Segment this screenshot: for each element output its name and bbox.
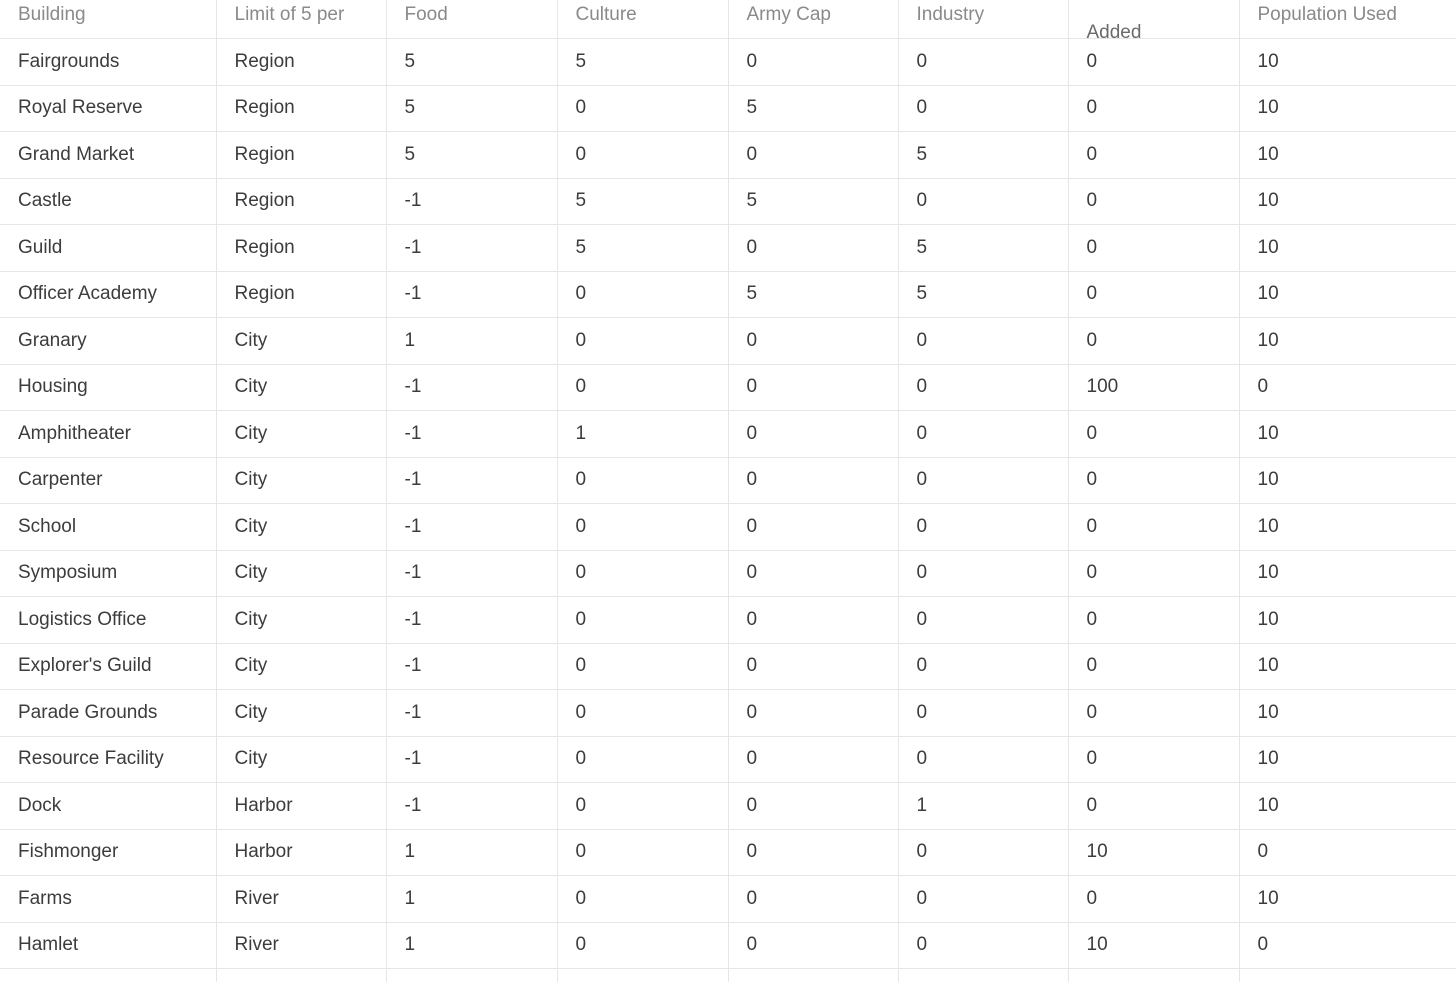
header-limit xyxy=(216,0,386,39)
cell-population-used: 10 xyxy=(1239,504,1456,551)
cell-industry: 1 xyxy=(898,783,1068,830)
cell-food: 1 xyxy=(386,876,557,923)
cell-limit: City xyxy=(216,736,386,783)
table-row xyxy=(0,876,1456,923)
header-population-added xyxy=(1068,0,1239,44)
cell-population-added: 0 xyxy=(1068,597,1239,644)
cell-food: 5 xyxy=(386,85,557,132)
cell-army-cap: 0 xyxy=(728,783,898,830)
cell-army-cap: 0 xyxy=(728,550,898,597)
cell-culture: 0 xyxy=(557,829,728,876)
header-row xyxy=(0,0,1456,39)
cell-building: Amphitheater xyxy=(0,411,216,458)
cell-food: -1 xyxy=(386,178,557,225)
cell-culture: 5 xyxy=(557,178,728,225)
cell-food: -1 xyxy=(386,690,557,737)
cell-culture: 0 xyxy=(557,643,728,690)
cell-culture: 0 xyxy=(557,690,728,737)
table-row xyxy=(0,178,1456,225)
cell-culture: 0 xyxy=(557,504,728,551)
header-culture-label: Culture xyxy=(575,4,637,26)
table-row xyxy=(0,504,1456,551)
cell-population-used: 0 xyxy=(1239,829,1456,876)
cell-population-added xyxy=(1068,969,1239,982)
cell-food: -1 xyxy=(386,411,557,458)
cell-army-cap: 0 xyxy=(728,643,898,690)
cell-building: Dock xyxy=(0,783,216,830)
cell-building: School xyxy=(0,504,216,551)
cell-limit: Region xyxy=(216,85,386,132)
table-row xyxy=(0,39,1456,86)
cell-building: Explorer's Guild xyxy=(0,643,216,690)
cell-population-added: 0 xyxy=(1068,225,1239,272)
header-population-used-label: Population Used xyxy=(1257,4,1397,26)
cell-population-added: 0 xyxy=(1068,457,1239,504)
cell-food: 1 xyxy=(386,922,557,969)
cell-industry: 0 xyxy=(898,876,1068,923)
cell-building: Farms xyxy=(0,876,216,923)
cell-food: -1 xyxy=(386,736,557,783)
cell-population-used: 10 xyxy=(1239,643,1456,690)
header-army-cap xyxy=(728,0,898,39)
cell-population-added: 100 xyxy=(1068,364,1239,411)
cell-building: Symposium xyxy=(0,550,216,597)
header-building xyxy=(0,0,216,39)
cell-industry: 0 xyxy=(898,457,1068,504)
cell-population-used: 10 xyxy=(1239,783,1456,830)
cell-army-cap: 0 xyxy=(728,457,898,504)
cell-building: Granary xyxy=(0,318,216,365)
cell-population-added: 10 xyxy=(1068,829,1239,876)
table-row xyxy=(0,736,1456,783)
header-army-cap-label: Army Cap xyxy=(746,4,831,26)
cell-industry: 0 xyxy=(898,922,1068,969)
cell-population-added: 0 xyxy=(1068,690,1239,737)
cell-army-cap: 0 xyxy=(728,504,898,551)
cell-building: Parade Grounds xyxy=(0,690,216,737)
cell-building: Royal Reserve xyxy=(0,85,216,132)
cell-limit: Region xyxy=(216,271,386,318)
cell-army-cap: 5 xyxy=(728,85,898,132)
header-limit-label: Limit of 5 per xyxy=(234,4,345,26)
cell-building: Carpenter xyxy=(0,457,216,504)
cell-culture: 0 xyxy=(557,132,728,179)
table-row xyxy=(0,969,1456,982)
cell-industry: 0 xyxy=(898,364,1068,411)
cell-building: Logistics Office xyxy=(0,597,216,644)
cell-army-cap: 0 xyxy=(728,39,898,86)
cell-population-added: 0 xyxy=(1068,504,1239,551)
cell-army-cap: 5 xyxy=(728,271,898,318)
cell-industry: 0 xyxy=(898,411,1068,458)
cell-culture: 0 xyxy=(557,85,728,132)
cell-food: -1 xyxy=(386,504,557,551)
cell-industry: 0 xyxy=(898,736,1068,783)
header-population-added-label: Added xyxy=(1086,22,1142,44)
cell-army-cap: 0 xyxy=(728,876,898,923)
cell-industry: 0 xyxy=(898,504,1068,551)
cell-limit: Harbor xyxy=(216,783,386,830)
cell-population-used: 10 xyxy=(1239,736,1456,783)
cell-population-added: 0 xyxy=(1068,271,1239,318)
table-row xyxy=(0,829,1456,876)
cell-industry: 0 xyxy=(898,829,1068,876)
cell-industry xyxy=(898,969,1068,982)
cell-population-used: 10 xyxy=(1239,132,1456,179)
cell-population-used: 10 xyxy=(1239,39,1456,86)
cell-industry: 0 xyxy=(898,85,1068,132)
cell-limit: City xyxy=(216,411,386,458)
header-population-used xyxy=(1239,0,1456,39)
cell-culture: 0 xyxy=(557,271,728,318)
cell-food: -1 xyxy=(386,783,557,830)
cell-population-added: 0 xyxy=(1068,411,1239,458)
table-row xyxy=(0,364,1456,411)
cell-building xyxy=(0,969,216,982)
header-food-label: Food xyxy=(404,4,448,26)
cell-army-cap: 0 xyxy=(728,318,898,365)
cell-population-added: 0 xyxy=(1068,783,1239,830)
cell-food: 1 xyxy=(386,318,557,365)
cell-limit: River xyxy=(216,922,386,969)
cell-population-used xyxy=(1239,969,1456,982)
cell-limit: City xyxy=(216,643,386,690)
cell-building: Housing xyxy=(0,364,216,411)
cell-population-used: 0 xyxy=(1239,922,1456,969)
cell-population-added: 0 xyxy=(1068,132,1239,179)
table-row xyxy=(0,225,1456,272)
cell-industry: 0 xyxy=(898,178,1068,225)
cell-army-cap: 5 xyxy=(728,178,898,225)
cell-industry: 0 xyxy=(898,597,1068,644)
cell-limit: City xyxy=(216,504,386,551)
cell-population-added: 0 xyxy=(1068,736,1239,783)
table-row xyxy=(0,318,1456,365)
cell-limit: Region xyxy=(216,39,386,86)
cell-food: 5 xyxy=(386,132,557,179)
cell-limit: City xyxy=(216,318,386,365)
cell-building: Hamlet xyxy=(0,922,216,969)
cell-food: -1 xyxy=(386,550,557,597)
table-row xyxy=(0,271,1456,318)
table-header xyxy=(0,0,1456,44)
cell-culture: 5 xyxy=(557,225,728,272)
cell-food: -1 xyxy=(386,225,557,272)
table-body xyxy=(0,39,1456,982)
header-culture xyxy=(557,0,728,39)
cell-limit: City xyxy=(216,550,386,597)
cell-limit: City xyxy=(216,457,386,504)
cell-limit: River xyxy=(216,876,386,923)
cell-army-cap: 0 xyxy=(728,922,898,969)
cell-culture: 0 xyxy=(557,922,728,969)
cell-limit: Harbor xyxy=(216,829,386,876)
cell-army-cap: 0 xyxy=(728,132,898,179)
cell-population-added: 0 xyxy=(1068,318,1239,365)
cell-army-cap: 0 xyxy=(728,829,898,876)
cell-population-used: 10 xyxy=(1239,178,1456,225)
cell-population-added: 0 xyxy=(1068,178,1239,225)
cell-industry: 0 xyxy=(898,690,1068,737)
cell-culture: 1 xyxy=(557,411,728,458)
table-row xyxy=(0,411,1456,458)
cell-limit: City xyxy=(216,690,386,737)
cell-army-cap xyxy=(728,969,898,982)
cell-food: -1 xyxy=(386,597,557,644)
cell-food: -1 xyxy=(386,457,557,504)
cell-army-cap: 0 xyxy=(728,736,898,783)
table-row xyxy=(0,597,1456,644)
cell-culture: 5 xyxy=(557,39,728,86)
cell-population-used: 10 xyxy=(1239,225,1456,272)
cell-population-added: 10 xyxy=(1068,922,1239,969)
cell-building: Officer Academy xyxy=(0,271,216,318)
cell-food: -1 xyxy=(386,364,557,411)
cell-culture: 0 xyxy=(557,364,728,411)
header-industry xyxy=(898,0,1068,39)
cell-population-added: 0 xyxy=(1068,550,1239,597)
cell-culture xyxy=(557,969,728,982)
cell-army-cap: 0 xyxy=(728,364,898,411)
cell-industry: 5 xyxy=(898,225,1068,272)
cell-industry: 0 xyxy=(898,39,1068,86)
table-row xyxy=(0,690,1456,737)
cell-culture: 0 xyxy=(557,597,728,644)
cell-food: -1 xyxy=(386,271,557,318)
header-food xyxy=(386,0,557,39)
cell-industry: 5 xyxy=(898,271,1068,318)
cell-building: Castle xyxy=(0,178,216,225)
cell-population-used: 10 xyxy=(1239,271,1456,318)
cell-population-used: 10 xyxy=(1239,597,1456,644)
cell-population-added: 0 xyxy=(1068,39,1239,86)
cell-building: Fishmonger xyxy=(0,829,216,876)
cell-population-used: 10 xyxy=(1239,457,1456,504)
cell-army-cap: 0 xyxy=(728,690,898,737)
cell-population-used: 10 xyxy=(1239,690,1456,737)
cell-culture: 0 xyxy=(557,736,728,783)
cell-industry: 5 xyxy=(898,132,1068,179)
cell-industry: 0 xyxy=(898,643,1068,690)
cell-food: 5 xyxy=(386,39,557,86)
header-building-label: Building xyxy=(18,4,86,26)
cell-army-cap: 0 xyxy=(728,225,898,272)
cell-food: -1 xyxy=(386,643,557,690)
cell-limit: Region xyxy=(216,132,386,179)
cell-building: Resource Facility xyxy=(0,736,216,783)
table-row xyxy=(0,550,1456,597)
cell-limit: City xyxy=(216,597,386,644)
table-row xyxy=(0,922,1456,969)
cell-limit xyxy=(216,969,386,982)
cell-industry: 0 xyxy=(898,550,1068,597)
cell-population-added: 0 xyxy=(1068,85,1239,132)
table-row xyxy=(0,132,1456,179)
cell-population-added: 0 xyxy=(1068,643,1239,690)
table-row xyxy=(0,457,1456,504)
cell-food: 1 xyxy=(386,829,557,876)
cell-culture: 0 xyxy=(557,783,728,830)
table-row xyxy=(0,643,1456,690)
cell-population-used: 10 xyxy=(1239,411,1456,458)
table-row xyxy=(0,783,1456,830)
cell-population-used: 10 xyxy=(1239,876,1456,923)
cell-industry: 0 xyxy=(898,318,1068,365)
cell-limit: Region xyxy=(216,225,386,272)
cell-building: Guild xyxy=(0,225,216,272)
cell-building: Fairgrounds xyxy=(0,39,216,86)
cell-culture: 0 xyxy=(557,318,728,365)
cell-culture: 0 xyxy=(557,550,728,597)
table-row xyxy=(0,85,1456,132)
cell-population-used: 10 xyxy=(1239,318,1456,365)
cell-population-used: 10 xyxy=(1239,550,1456,597)
cell-population-used: 10 xyxy=(1239,85,1456,132)
cell-population-added: 0 xyxy=(1068,876,1239,923)
cell-limit: Region xyxy=(216,178,386,225)
header-industry-label: Industry xyxy=(916,4,985,26)
cell-food xyxy=(386,969,557,982)
cell-building: Grand Market xyxy=(0,132,216,179)
cell-culture: 0 xyxy=(557,457,728,504)
cell-population-used: 0 xyxy=(1239,364,1456,411)
cell-army-cap: 0 xyxy=(728,597,898,644)
cell-limit: City xyxy=(216,364,386,411)
cell-culture: 0 xyxy=(557,876,728,923)
cell-army-cap: 0 xyxy=(728,411,898,458)
